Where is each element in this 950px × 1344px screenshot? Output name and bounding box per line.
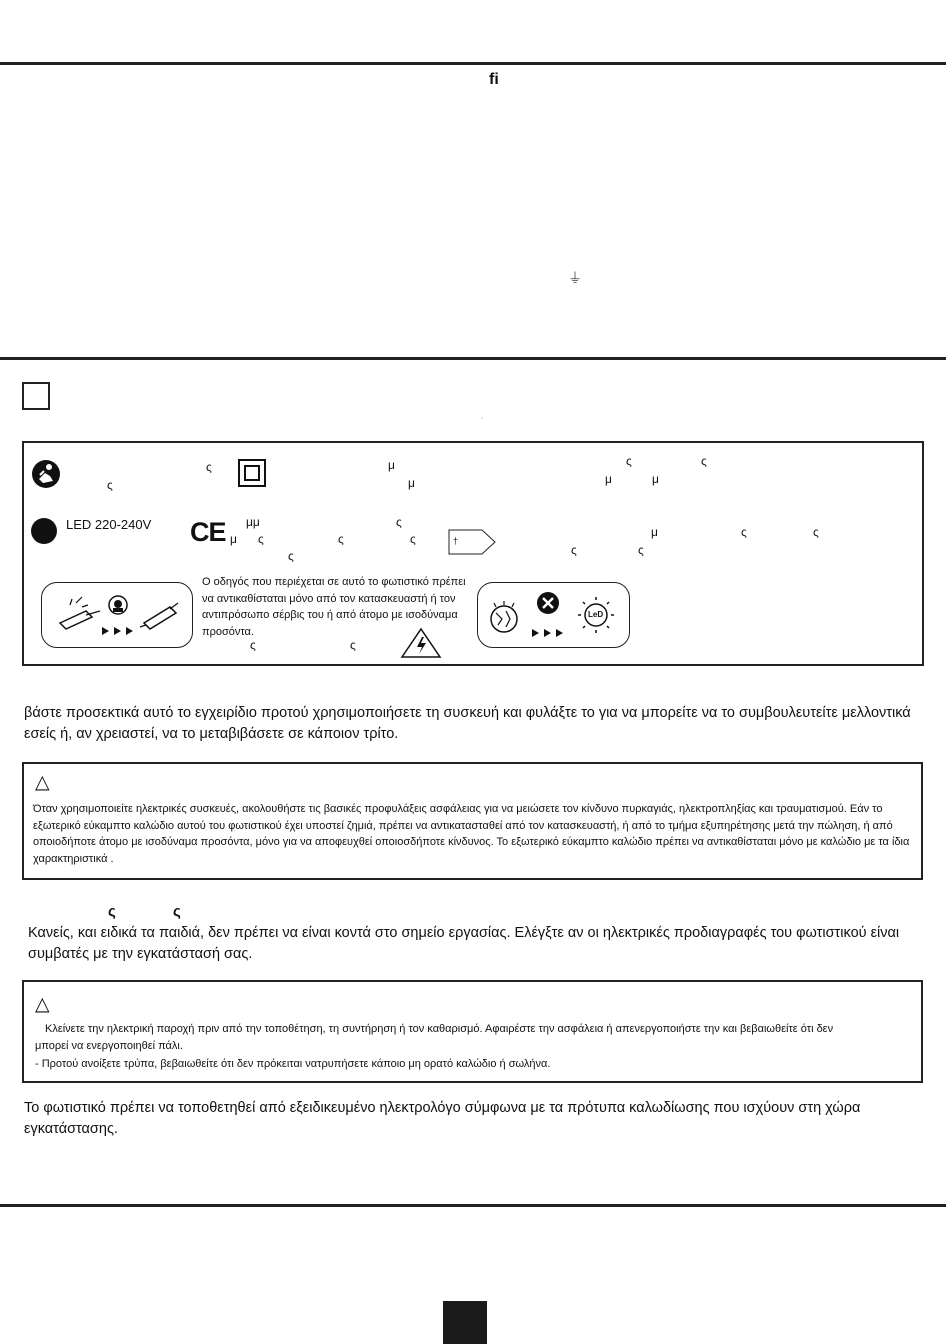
- symbol-frag: μ: [605, 472, 612, 486]
- symbol-frag: ς: [626, 454, 632, 468]
- symbol-frag: μμ: [246, 515, 260, 529]
- safety-frag: ς: [173, 903, 181, 920]
- warning-triangle-icon: △: [35, 772, 50, 793]
- symbol-frag: μ: [651, 525, 658, 539]
- symbol-frag: ς: [250, 638, 256, 652]
- led-not-replaceable-pill: [477, 582, 630, 648]
- warning-box-general: [22, 762, 923, 880]
- earth-symbol-icon: ⏚: [568, 270, 582, 286]
- symbol-frag: ς: [638, 543, 644, 557]
- tiny-mark: ,: [481, 413, 483, 420]
- symbol-frag: ς: [813, 525, 819, 539]
- symbol-frag: μ: [230, 532, 237, 546]
- intro-paragraph: βάστε προσεκτικά αυτό το εγχειρίδιο προτού χρησιμοποιήσετε τη συσκευή και φυλάξτε το για να μπορείτε να το συμβουλευτείτε μελλοντικά εσείς ή, αν χρειαστεί, να το μεταβιβάσετε σε κάποιον τρίτο.: [24, 705, 911, 742]
- symbol-frag: ς: [107, 478, 113, 492]
- warning-triangle-icon: △: [35, 994, 50, 1015]
- symbol-frag: ς: [571, 543, 577, 557]
- warning-text-power: Κλείνετε την ηλεκτρική παροχή πριν από την τοποθέτηση, τη συντήρηση ή τον καθαρισμό. Αφαιρέστε την ασφάλεια ή απενεργοποιήστε την και βεβαιωθείτε ότι δεν μπορεί να ενεργοποιηθεί πάλι.: [35, 1023, 834, 1052]
- tag-mark: †: [453, 536, 459, 546]
- symbol-frag: μ: [408, 476, 415, 490]
- symbol-frag: ς: [741, 525, 747, 539]
- driver-replace-pill: [41, 582, 193, 648]
- driver-note: Ο οδηγός που περιέχεται σε αυτό το φωτιστικό πρέπει να αντικαθίσταται μόνο από τον κατασκευαστή ή τον αντιπρόσωπο σέρβις του ή από άτομο με ισοδύναμα προσόντα.: [202, 576, 466, 638]
- installation-paragraph: Το φωτιστικό πρέπει να τοποθετηθεί από εξειδικευμένο ηλεκτρολόγο σύμφωνα με τα πρότυπα καλωδίωσης που ισχύουν στη χώρα εγκατάστασης.: [24, 1100, 861, 1137]
- page-number-block: [443, 1301, 487, 1344]
- header-ligature: fi: [489, 71, 499, 88]
- led-voltage-label: LED 220-240V: [66, 517, 152, 532]
- driver-replace-icon: [56, 593, 180, 637]
- warning-text-drilling: - Προτού ανοίξετε τρύπα, βεβαιωθείτε ότι δεν πρόκειται νατρυπήσετε κάποιο μη ορατό καλώδιο ή σωλήνα.: [35, 1058, 551, 1070]
- symbol-frag: ς: [410, 532, 416, 546]
- electric-hazard-icon: [400, 627, 442, 659]
- ce-mark-icon: CE: [190, 517, 226, 547]
- warning-text-general: Όταν χρησιμοποιείτε ηλεκτρικές συσκευές, ακολουθήστε τις βασικές προφυλάξεις ασφάλειας για να μειώσετε τον κίνδυνο πυρκαγιάς, ηλεκτροπληξίας και τραυματισμού. Εάν το εξωτερικό εύκαμπτο καλώδιο αυτού του φωτιστικού έχει υποστεί ζημιά, πρέπει να αντικατασταθεί από τον κατασκευαστή, ή από το τμήμα εξυπηρέτησης μετά την πώληση, ή από οποιοδήποτε άτομο με ισοδύναμα προσόντα, μόνο για να αποφευχθεί οποιοσδήποτε κίνδυνος. Το εξωτερικό εύκαμπτο καλώδιο πρέπει να αντικαθίσταται μόνο με καλώδιο με τα ίδια χαρακτηριστικά .: [33, 803, 910, 865]
- section-rule: [0, 357, 946, 360]
- symbol-frag: ς: [396, 515, 402, 529]
- symbol-frag: μ: [388, 458, 395, 472]
- led-text: LeD: [588, 610, 604, 619]
- symbol-frag: ς: [258, 532, 264, 546]
- symbol-frag: ς: [338, 532, 344, 546]
- led-dot-icon: [31, 518, 57, 544]
- symbol-frag: ς: [206, 460, 212, 474]
- symbol-frag: μ: [652, 472, 659, 486]
- footer-rule: [0, 1204, 946, 1207]
- symbol-frag: ς: [701, 454, 707, 468]
- symbol-frag: ς: [350, 638, 356, 652]
- read-manual-icon: [31, 459, 61, 489]
- safety-paragraph: Κανείς, και ειδικά τα παιδιά, δεν πρέπει να είναι κοντά στο σημείο εργασίας. Ελέγξτε αν οι ηλεκτρικές προδιαγραφές του φωτιστικού είναι συμβατές με την εγκατάστασή σας.: [28, 925, 900, 962]
- symbol-frag: ς: [288, 549, 294, 563]
- header-rule: [0, 62, 946, 65]
- symbols-box: [22, 441, 924, 666]
- section-marker-box: [22, 382, 50, 410]
- warning-box-power: [22, 980, 923, 1083]
- class-two-icon: [238, 459, 266, 487]
- safety-frag: ς: [108, 903, 116, 920]
